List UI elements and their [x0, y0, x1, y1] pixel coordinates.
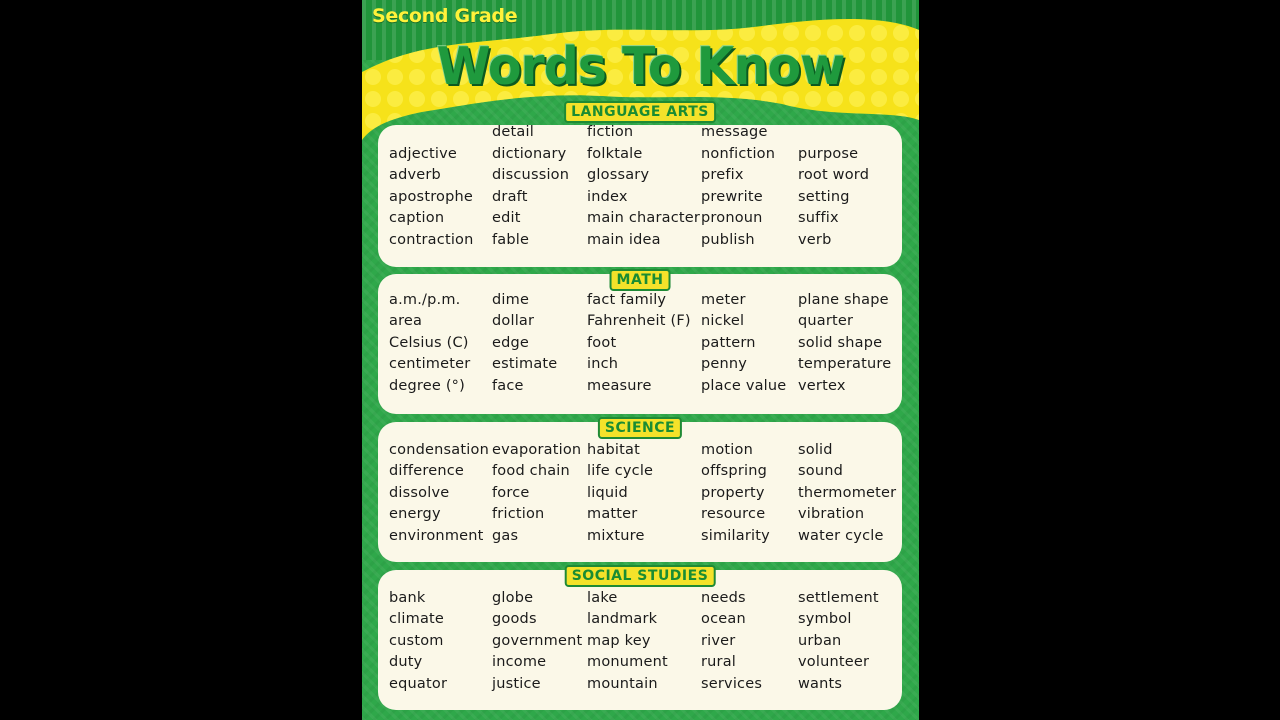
vocab-word: main idea — [587, 231, 661, 248]
vocab-word: dissolve — [389, 484, 450, 501]
vocab-word: force — [492, 484, 530, 501]
vocab-word: difference — [389, 463, 465, 479]
vocab-word: vibration — [798, 506, 865, 522]
vocab-word: symbol — [798, 611, 852, 627]
vocab-word: thermometer — [798, 484, 897, 501]
vocab-word: prefix — [701, 167, 744, 183]
vocab-word: liquid — [587, 484, 628, 501]
vocab-word: quarter — [798, 313, 854, 329]
vocab-word: place value — [701, 377, 787, 394]
poster — [362, 0, 919, 720]
vocab-word: measure — [587, 377, 652, 394]
vocab-word: justice — [492, 675, 541, 692]
vocab-word: dime — [492, 291, 530, 308]
vocab-word: river — [701, 632, 736, 649]
vocab-word: government — [492, 632, 583, 649]
vocab-word: foot — [587, 334, 617, 351]
vocab-word: fiction — [587, 124, 634, 140]
vocab-word: edge — [492, 334, 530, 351]
vocab-word: settlement — [798, 589, 879, 606]
vocab-word: offspring — [701, 463, 768, 479]
vocab-word: nonfiction — [701, 145, 776, 162]
vocab-word: services — [701, 675, 763, 692]
vocab-word: evaporation — [492, 441, 582, 458]
vocab-word: globe — [492, 589, 534, 606]
section-header-social-studies: SOCIAL STUDIES — [565, 565, 716, 587]
vocab-word: degree (°) — [389, 377, 465, 394]
section-header-science: SCIENCE — [598, 417, 682, 439]
vocab-word: pattern — [701, 334, 756, 351]
vocab-word: mixture — [587, 527, 645, 544]
vocab-word: gas — [492, 527, 519, 544]
vocab-word: custom — [389, 632, 444, 649]
vocab-word: publish — [701, 231, 755, 248]
vocab-word: vertex — [798, 377, 846, 394]
vocab-word: bank — [389, 589, 426, 606]
vocab-word: solid — [798, 441, 833, 458]
vocab-word: edit — [492, 210, 521, 226]
vocab-word: penny — [701, 356, 748, 372]
vocab-word: motion — [701, 441, 753, 458]
vocab-word: nickel — [701, 313, 745, 329]
grade-label: Second Grade — [372, 5, 518, 27]
vocab-word: meter — [701, 291, 746, 308]
vocab-word: ocean — [701, 611, 746, 627]
vocab-word: property — [701, 484, 765, 501]
vocab-word: resource — [701, 506, 766, 522]
vocab-word: condensation — [389, 441, 489, 458]
vocab-word: draft — [492, 188, 528, 205]
vocab-word: caption — [389, 210, 445, 226]
section-panel-science — [378, 422, 902, 562]
vocab-word: map key — [587, 632, 651, 649]
vocab-word: message — [701, 124, 768, 140]
vocab-word: needs — [701, 589, 746, 606]
vocab-word: apostrophe — [389, 188, 474, 205]
section-header-language-arts: LANGUAGE ARTS — [564, 101, 716, 123]
vocab-word: energy — [389, 506, 441, 522]
vocab-word: centimeter — [389, 356, 471, 372]
vocab-word: matter — [587, 506, 638, 522]
vocab-word: verb — [798, 231, 832, 248]
vocab-word: urban — [798, 632, 842, 649]
vocab-word: dictionary — [492, 145, 567, 162]
vocab-word: discussion — [492, 167, 570, 183]
vocab-word: duty — [389, 654, 423, 670]
vocab-word: area — [389, 313, 423, 329]
vocab-word: dollar — [492, 313, 535, 329]
vocab-word: prewrite — [701, 188, 763, 205]
vocab-word: fable — [492, 231, 530, 248]
vocab-word: wants — [798, 675, 843, 692]
vocab-word: landmark — [587, 611, 658, 627]
vocab-word: pronoun — [701, 210, 763, 226]
vocab-word: root word — [798, 167, 870, 183]
vocab-word: folktale — [587, 145, 643, 162]
vocab-word: Celsius (C) — [389, 334, 469, 351]
vocab-word: setting — [798, 188, 850, 205]
vocab-word: goods — [492, 611, 537, 627]
vocab-word: face — [492, 377, 524, 394]
vocab-word: adverb — [389, 167, 441, 183]
vocab-word: income — [492, 654, 547, 670]
section-header-math: MATH — [610, 269, 671, 291]
vocab-word: water cycle — [798, 527, 884, 544]
section-panel-social-studies — [378, 570, 902, 710]
poster-title: Words To Know — [436, 36, 845, 97]
vocab-word: friction — [492, 506, 545, 522]
vocab-word: temperature — [798, 356, 892, 372]
vocab-word: contraction — [389, 231, 474, 248]
section-panel-language-arts — [378, 104, 902, 267]
vocab-word: sound — [798, 463, 844, 479]
vocab-word: a.m./p.m. — [389, 291, 461, 308]
vocab-word: volunteer — [798, 654, 870, 670]
vocab-word: suffix — [798, 210, 839, 226]
vocab-word: similarity — [701, 527, 770, 544]
vocab-word: equator — [389, 675, 448, 692]
vocab-word: fact family — [587, 291, 667, 308]
vocab-word: index — [587, 188, 628, 205]
vocab-word: estimate — [492, 356, 558, 372]
vocab-word: purpose — [798, 145, 859, 162]
vocab-word: solid shape — [798, 334, 883, 351]
vocab-word: detail — [492, 124, 534, 140]
vocab-word: mountain — [587, 675, 658, 692]
vocab-word: lake — [587, 589, 618, 606]
section-panel-math — [378, 274, 902, 414]
vocab-word: monument — [587, 654, 668, 670]
vocab-word: climate — [389, 611, 445, 627]
vocab-word: Fahrenheit (F) — [587, 313, 691, 329]
vocab-word: food chain — [492, 463, 570, 479]
vocab-word: environment — [389, 527, 484, 544]
vocab-word: glossary — [587, 167, 650, 183]
vocab-word: adjective — [389, 145, 458, 162]
vocab-word: rural — [701, 654, 737, 670]
vocab-word: inch — [587, 356, 619, 372]
vocab-word: plane shape — [798, 291, 889, 308]
vocab-word: life cycle — [587, 463, 654, 479]
vocab-word: habitat — [587, 441, 640, 458]
vocab-word: main character — [587, 210, 701, 226]
